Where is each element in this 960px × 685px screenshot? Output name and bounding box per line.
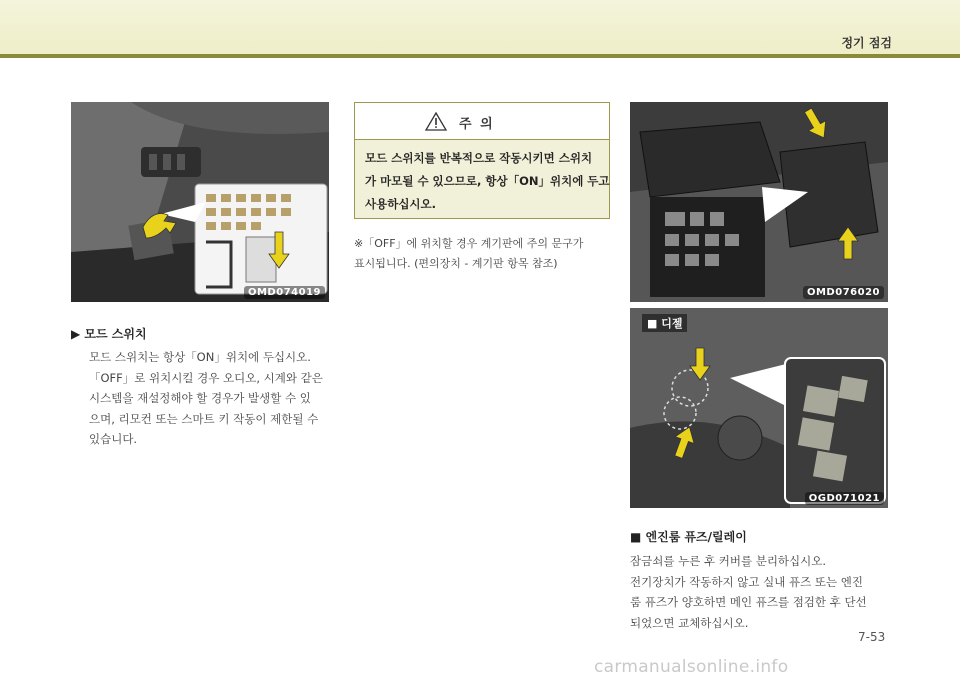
figure-code: OGD071021	[805, 492, 884, 505]
caution-title: 주 의	[459, 117, 495, 132]
body-line: 「OFF」로 위치시킬 경우 오디오, 시계와 같은	[89, 370, 323, 385]
body-line: 시스템을 재설정해야 할 경우가 발생할 수 있	[89, 391, 311, 405]
mode-switch-photo	[71, 102, 329, 302]
caution-header	[355, 103, 609, 140]
caution-body	[355, 140, 609, 223]
note	[354, 234, 583, 274]
mode-switch-heading: ▶ 모드 스위치	[71, 327, 147, 341]
page-number: 7-53	[858, 630, 886, 644]
body-line: 있습니다.	[89, 432, 138, 446]
diesel-fuse-photo	[630, 308, 888, 508]
engine-fuse-heading: ■ 엔진룸 퓨즈/릴레이	[630, 530, 747, 544]
diesel-tag: ■ 디젤	[642, 314, 687, 332]
watermark: carmanualsonline.info	[594, 657, 789, 677]
section-title: 정기 점검	[841, 36, 892, 50]
engine-fuse-photo	[630, 102, 888, 302]
caution-line: 모드 스위치를 반복적으로 작동시키면 스위치	[365, 151, 593, 165]
figure-code: OMD074019	[244, 286, 325, 299]
warning-icon	[425, 112, 447, 131]
body-line: 되었으면 교체하십시오.	[630, 615, 749, 630]
body-line: 전기장치가 작동하지 않고 실내 퓨즈 또는 엔진	[630, 574, 864, 589]
header-band	[0, 0, 960, 54]
mode-switch-body	[89, 347, 323, 450]
body-line: 으며, 리모컨 또는 스마트 키 작동이 제한될 수	[89, 411, 319, 426]
body-line: 룸 퓨즈가 양호하면 메인 퓨즈를 점검한 후 단선	[630, 595, 867, 609]
body-line: 모드 스위치는 항상「ON」위치에 두십시오.	[89, 350, 311, 364]
caution-line: 사용하십시오.	[365, 197, 437, 211]
figure-code: OMD076020	[803, 286, 884, 299]
header-rule	[0, 54, 960, 58]
body-line: 잠금쇠를 누른 후 커버를 분리하십시오.	[630, 554, 827, 568]
caution-line: 가 마모될 수 있으므로, 항상「ON」위치에 두고	[365, 174, 610, 188]
caution-box	[354, 102, 610, 219]
note-line: ※「OFF」에 위치할 경우 계기판에 주의 문구가	[354, 237, 584, 250]
engine-fuse-body	[630, 551, 867, 633]
note-line: 표시됩니다. (편의장치 - 계기판 항목 참조)	[354, 257, 558, 270]
